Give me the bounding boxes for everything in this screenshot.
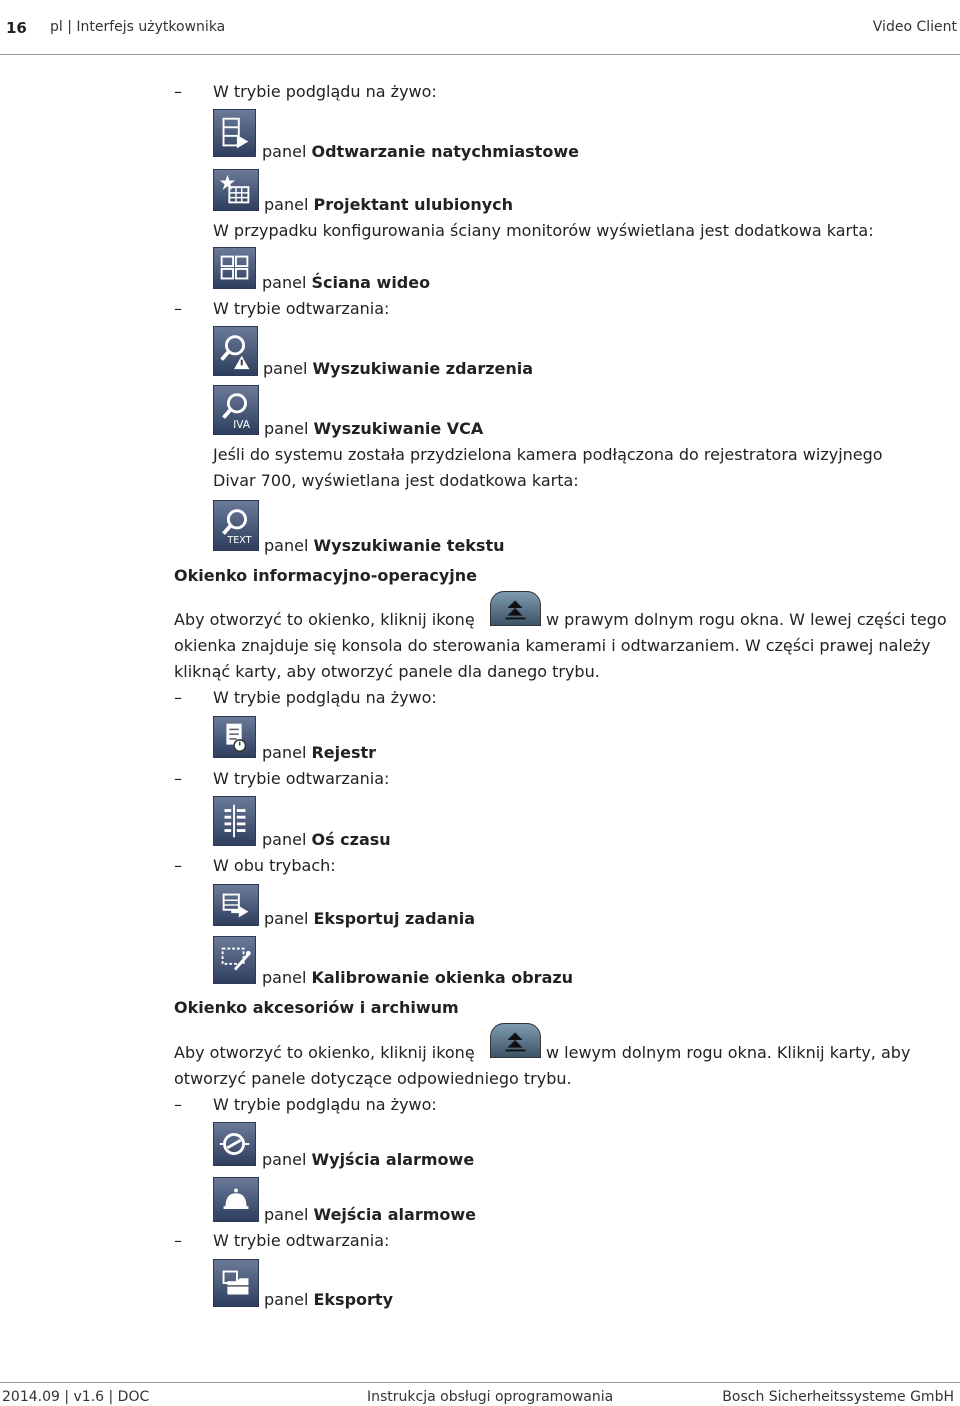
- info-pane-heading: Okienko informacyjno-operacyjne: [174, 566, 477, 585]
- panel-export-tasks: panel Eksportuj zadania: [264, 909, 476, 928]
- text-search-icon: [213, 500, 259, 551]
- playback-mode-label: W trybie odtwarzania:: [213, 299, 390, 318]
- accessories-pane-heading: Okienko akcesoriów i archiwum: [174, 998, 459, 1017]
- info-pane-text-b: w prawym dolnym rogu okna. W lewej części tego: [546, 610, 947, 629]
- timeline-icon: [213, 796, 256, 846]
- accessories-pane-text-2: otworzyć panele dotyczące odpowiedniego trybu.: [174, 1069, 572, 1088]
- star-grid-icon: [213, 169, 259, 211]
- film-play-icon: [213, 109, 256, 157]
- live-mode-label: W trybie podglądu na żywo:: [213, 688, 437, 707]
- panel-event-search: panel Wyszukiwanie zdarzenia: [263, 359, 534, 378]
- page-header: [0, 0, 960, 55]
- info-pane-text-a: Aby otworzyć to okienko, kliknij ikonę: [174, 610, 475, 629]
- bullet-dash: –: [174, 299, 182, 318]
- panel-alarm-outputs: panel Wyjścia alarmowe: [262, 1150, 475, 1169]
- footer-title: Instrukcja obsługi oprogramowania: [367, 1389, 614, 1405]
- panel-text-search: panel Wyszukiwanie tekstu: [264, 536, 505, 555]
- info-pane-text-2: okienka znajduje się konsola do sterowania kamerami i odtwarzaniem. W części prawej należy: [174, 636, 931, 655]
- page-number: 16: [6, 19, 27, 37]
- calibrate-icon: [213, 936, 256, 984]
- divar-note-line2: Divar 700, wyświetlana jest dodatkowa karta:: [213, 471, 579, 490]
- panel-video-wall: panel Ściana wideo: [262, 273, 431, 292]
- vca-icon-label: IVA: [233, 419, 250, 432]
- panel-instant-playback: panel Odtwarzanie natychmiastowe: [262, 142, 579, 161]
- panel-calibrate: panel Kalibrowanie okienka obrazu: [262, 968, 574, 987]
- alarm-output-icon: [213, 1122, 256, 1166]
- footer-version: 2014.09 | v1.6 | DOC: [2, 1389, 150, 1405]
- product-name: Video Client: [872, 19, 957, 35]
- exports-icon: [213, 1259, 259, 1307]
- playback-mode-label: W trybie odtwarzania:: [213, 769, 390, 788]
- expand-tab-icon[interactable]: [490, 591, 541, 626]
- bullet-dash: –: [174, 1095, 182, 1114]
- alarm-input-icon: [213, 1177, 259, 1222]
- video-wall-icon: [213, 247, 256, 289]
- bullet-dash: –: [174, 82, 182, 101]
- panel-vca-search: panel Wyszukiwanie VCA: [264, 419, 484, 438]
- live-mode-label: W trybie podglądu na żywo:: [213, 1095, 437, 1114]
- export-tasks-icon: [213, 884, 259, 926]
- bullet-dash: –: [174, 769, 182, 788]
- panel-exports: panel Eksporty: [264, 1290, 393, 1309]
- bullet-dash: –: [174, 688, 182, 707]
- panel-favorites: panel Projektant ulubionych: [264, 195, 514, 214]
- page-footer: [0, 1382, 960, 1406]
- expand-tab-icon[interactable]: [490, 1023, 541, 1058]
- monitor-wall-note: W przypadku konfigurowania ściany monitorów wyświetlana jest dodatkowa karta:: [213, 221, 874, 240]
- both-modes-label: W obu trybach:: [213, 856, 336, 875]
- footer-company: Bosch Sicherheitssysteme GmbH: [722, 1389, 954, 1405]
- vca-search-icon: [213, 385, 259, 435]
- panel-log: panel Rejestr: [262, 743, 377, 762]
- panel-timeline: panel Oś czasu: [262, 830, 391, 849]
- divar-note-line1: Jeśli do systemu została przydzielona kamera podłączona do rejestratora wizyjnego: [213, 445, 883, 464]
- section-title: pl | Interfejs użytkownika: [50, 19, 226, 35]
- log-icon: [213, 716, 256, 758]
- bullet-dash: –: [174, 1231, 182, 1250]
- accessories-pane-text-a: Aby otworzyć to okienko, kliknij ikonę: [174, 1043, 475, 1062]
- playback-mode-label: W trybie odtwarzania:: [213, 1231, 390, 1250]
- bullet-dash: –: [174, 856, 182, 875]
- info-pane-text-3: kliknąć karty, aby otworzyć panele dla danego trybu.: [174, 662, 600, 681]
- text-icon-label: TEXT: [227, 535, 252, 547]
- live-mode-label: W trybie podglądu na żywo:: [213, 82, 437, 101]
- panel-alarm-inputs: panel Wejścia alarmowe: [264, 1205, 477, 1224]
- accessories-pane-text-b: w lewym dolnym rogu okna. Kliknij karty, aby: [546, 1043, 911, 1062]
- event-search-icon: [213, 326, 258, 376]
